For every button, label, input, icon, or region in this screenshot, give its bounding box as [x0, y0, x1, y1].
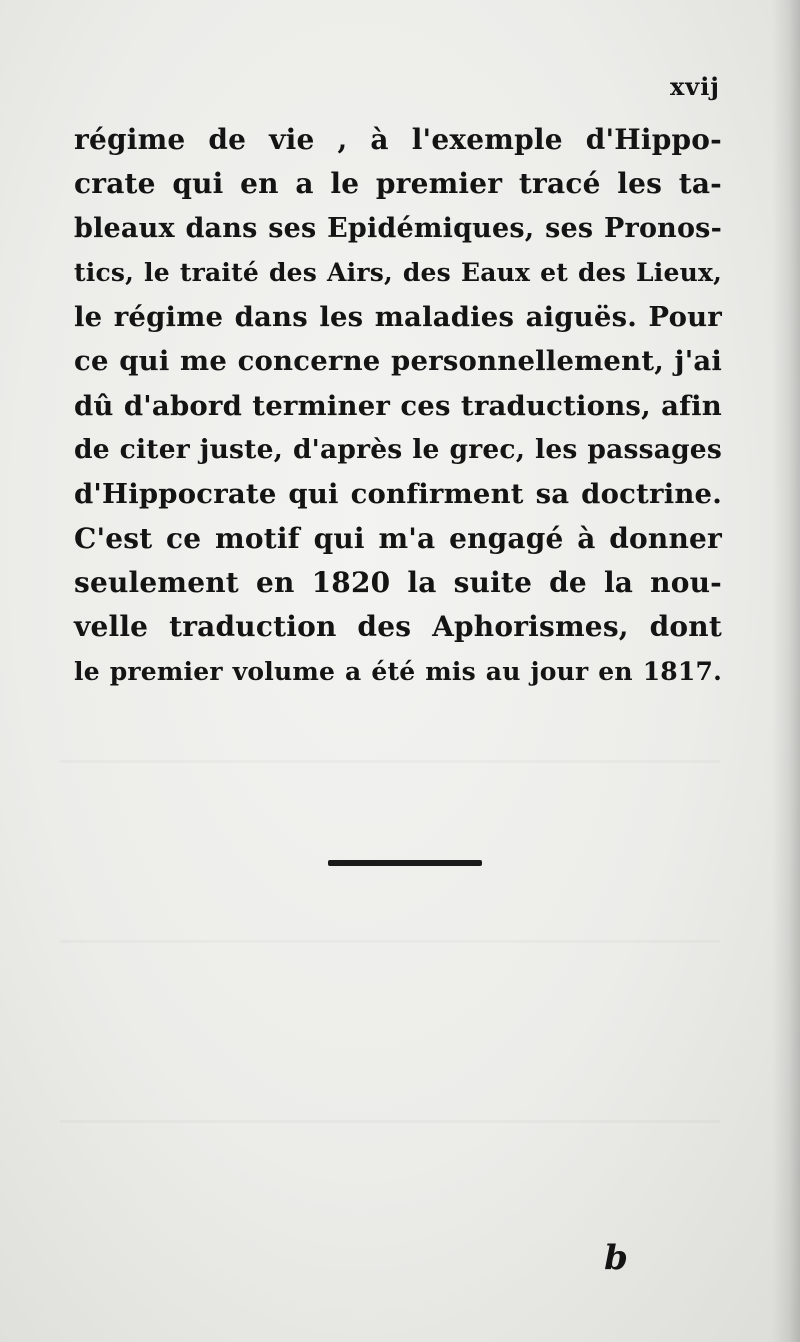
show-through — [60, 940, 720, 943]
body-paragraph — [74, 118, 722, 694]
page-number: xvij — [669, 72, 720, 101]
show-through — [60, 760, 720, 763]
signature-mark: b — [604, 1238, 628, 1278]
text-line: tics, le traité des Airs, des Eaux et des Lieux, — [74, 257, 722, 287]
text-line: régime de vie , à l'exemple d'Hippo- — [74, 123, 722, 156]
page-edge-shadow — [772, 0, 800, 1342]
text-line: velle traduction des Aphorismes, dont — [74, 610, 722, 644]
text-line: d'Hippocrate qui confirment sa doctrine. — [74, 478, 722, 511]
text-line: de citer juste, d'après le grec, les passages — [74, 434, 722, 466]
text-line: bleaux dans ses Epidémiques, ses Pronos- — [74, 212, 722, 244]
text-line: le premier volume a été mis au jour en 1817. — [74, 656, 722, 686]
text-line: C'est ce motif qui m'a engagé à donner — [74, 521, 722, 555]
text-line: crate qui en a le premier tracé les ta- — [74, 167, 722, 201]
text-line: ce qui me concerne personnellement, j'ai — [74, 345, 722, 378]
text-line: seulement en 1820 la suite de la nou- — [74, 565, 722, 599]
text-line: dû d'abord terminer ces traductions, afin — [74, 389, 722, 422]
section-rule — [328, 860, 482, 866]
show-through — [60, 1120, 720, 1123]
text-line: le régime dans les maladies aiguës. Pour — [74, 301, 722, 334]
